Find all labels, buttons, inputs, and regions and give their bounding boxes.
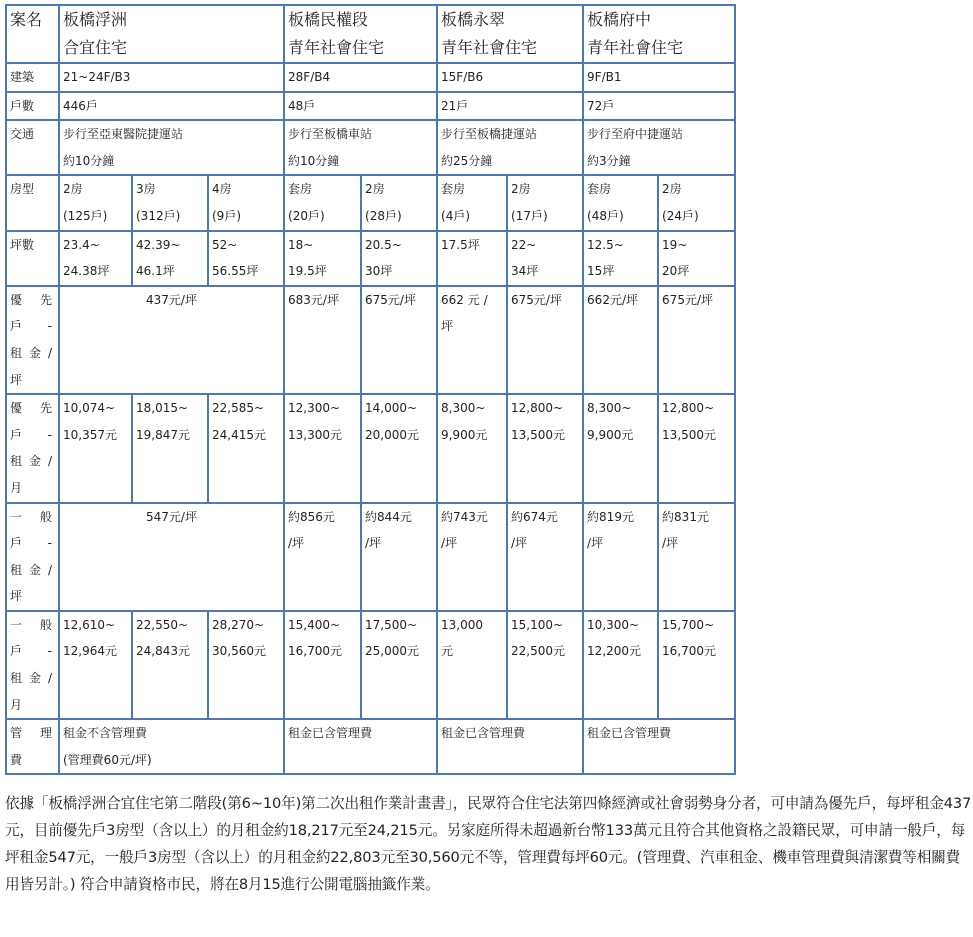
table-cell: 22,585~ 24,415元 bbox=[208, 394, 284, 502]
header-label: 案名 bbox=[6, 5, 59, 63]
priority-rent-monthly-row bbox=[6, 394, 735, 502]
table-cell: 15,400~ 16,700元 bbox=[284, 611, 361, 719]
table-cell: 10,074~ 10,357元 bbox=[59, 394, 132, 502]
management-fee-row bbox=[6, 719, 735, 774]
table-cell: 15F/B6 bbox=[437, 63, 583, 92]
rent-comparison-table bbox=[5, 4, 736, 775]
table-cell: 18,015~ 19,847元 bbox=[132, 394, 208, 502]
row-label: 房型 bbox=[6, 175, 59, 230]
table-cell: 2房 (24戶) bbox=[658, 175, 735, 230]
table-cell: 20.5~ 30坪 bbox=[361, 231, 437, 286]
table-cell: 12,610~ 12,964元 bbox=[59, 611, 132, 719]
table-cell: 675元/坪 bbox=[658, 286, 735, 394]
project-minquan: 板橋民權段 青年社會住宅 bbox=[284, 5, 437, 63]
header-row bbox=[6, 5, 735, 63]
table-cell: 547元/坪 bbox=[59, 503, 284, 611]
table-cell: 28F/B4 bbox=[284, 63, 437, 92]
table-cell: 租金已含管理費 bbox=[437, 719, 583, 774]
table-cell: 14,000~ 20,000元 bbox=[361, 394, 437, 502]
table-cell: 52~ 56.55坪 bbox=[208, 231, 284, 286]
units-row bbox=[6, 92, 735, 121]
project-fuzhong: 板橋府中 青年社會住宅 bbox=[583, 5, 735, 63]
table-cell: 步行至亞東醫院捷運站 約10分鐘 bbox=[59, 120, 284, 175]
table-cell: 48戶 bbox=[284, 92, 437, 121]
table-cell: 12.5~ 15坪 bbox=[583, 231, 658, 286]
table-cell: 2房 (125戶) bbox=[59, 175, 132, 230]
table-cell: 28,270~ 30,560元 bbox=[208, 611, 284, 719]
table-cell: 9F/B1 bbox=[583, 63, 735, 92]
project-fuzhou: 板橋浮洲 合宜住宅 bbox=[59, 5, 284, 63]
table-cell: 8,300~ 9,900元 bbox=[583, 394, 658, 502]
row-label: 交通 bbox=[6, 120, 59, 175]
description-paragraph: 依據「板橋浮洲合宜住宅第二階段(第6~10年)第二次出租作業計畫書」，民眾符合住宅法第四條經濟或社會弱勢身分者，可申請為優先戶，每坪租金437元，目前優先戶3房型（含以上）的月租金約18,217元至24,215元。另家庭所得未超過新台幣133萬元且符合其他資格之設籍民眾，可申請一般戶，每坪租金547元，一般戶3房型（含以上）的月租金約22,803元至30,560元不等，管理費每坪60元。(管理費、汽車租金、機車管理費與清潔費等相關費用皆另計。) 符合申請資格市民，將在8月15進行公開電腦抽籤作業。 bbox=[5, 795, 972, 893]
table-cell: 17.5坪 bbox=[437, 231, 507, 286]
table-cell: 42.39~ 46.1坪 bbox=[132, 231, 208, 286]
table-cell: 套房 (4戶) bbox=[437, 175, 507, 230]
table-cell: 租金已含管理費 bbox=[583, 719, 735, 774]
general-rent-per-ping-row bbox=[6, 503, 735, 611]
table-cell: 約743元 /坪 bbox=[437, 503, 507, 611]
table-cell: 約856元 /坪 bbox=[284, 503, 361, 611]
table-cell: 662元/坪 bbox=[583, 286, 658, 394]
table-cell: 步行至板橋捷運站 約25分鐘 bbox=[437, 120, 583, 175]
table-cell: 套房 (48戶) bbox=[583, 175, 658, 230]
area-row bbox=[6, 231, 735, 286]
table-cell: 446戶 bbox=[59, 92, 284, 121]
table-cell: 套房 (20戶) bbox=[284, 175, 361, 230]
row-label: 建築 bbox=[6, 63, 59, 92]
table-cell: 675元/坪 bbox=[361, 286, 437, 394]
table-cell: 72戶 bbox=[583, 92, 735, 121]
table-cell: 10,300~ 12,200元 bbox=[583, 611, 658, 719]
table-cell: 約831元 /坪 bbox=[658, 503, 735, 611]
table-cell: 437元/坪 bbox=[59, 286, 284, 394]
project-yongcui: 板橋永翠 青年社會住宅 bbox=[437, 5, 583, 63]
room-type-row bbox=[6, 175, 735, 230]
table-cell: 662 元 / 坪 bbox=[437, 286, 507, 394]
table-cell: 4房 (9戶) bbox=[208, 175, 284, 230]
table-cell: 17,500~ 25,000元 bbox=[361, 611, 437, 719]
table-cell: 22~ 34坪 bbox=[507, 231, 583, 286]
table-cell: 8,300~ 9,900元 bbox=[437, 394, 507, 502]
table-cell: 步行至府中捷運站 約3分鐘 bbox=[583, 120, 735, 175]
row-label: 優先 戶- 租金/ 坪 bbox=[6, 286, 59, 394]
table-cell: 21~24F/B3 bbox=[59, 63, 284, 92]
row-label: 一般 戶- 租金/ 月 bbox=[6, 611, 59, 719]
table-cell: 約674元 /坪 bbox=[507, 503, 583, 611]
table-cell: 租金已含管理費 bbox=[284, 719, 437, 774]
table-cell: 約819元 /坪 bbox=[583, 503, 658, 611]
transit-row bbox=[6, 120, 735, 175]
table-cell: 12,800~ 13,500元 bbox=[658, 394, 735, 502]
table-cell: 2房 (28戶) bbox=[361, 175, 437, 230]
floors-row bbox=[6, 63, 735, 92]
table-cell: 步行至板橋車站 約10分鐘 bbox=[284, 120, 437, 175]
row-label: 坪數 bbox=[6, 231, 59, 286]
table-cell: 12,800~ 13,500元 bbox=[507, 394, 583, 502]
general-rent-monthly-row bbox=[6, 611, 735, 719]
row-label: 優先 戶- 租金/ 月 bbox=[6, 394, 59, 502]
row-label: 一般 戶- 租金/ 坪 bbox=[6, 503, 59, 611]
table-cell: 22,550~ 24,843元 bbox=[132, 611, 208, 719]
table-cell: 約844元 /坪 bbox=[361, 503, 437, 611]
table-cell: 18~ 19.5坪 bbox=[284, 231, 361, 286]
table-cell: 675元/坪 bbox=[507, 286, 583, 394]
table-cell: 13,000 元 bbox=[437, 611, 507, 719]
table-cell: 15,700~ 16,700元 bbox=[658, 611, 735, 719]
table-cell: 683元/坪 bbox=[284, 286, 361, 394]
row-label: 管理 費 bbox=[6, 719, 59, 774]
table-cell: 12,300~ 13,300元 bbox=[284, 394, 361, 502]
table-cell: 23.4~ 24.38坪 bbox=[59, 231, 132, 286]
table-cell: 21戶 bbox=[437, 92, 583, 121]
priority-rent-per-ping-row bbox=[6, 286, 735, 394]
table-cell: 3房 (312戶) bbox=[132, 175, 208, 230]
table-cell: 19~ 20坪 bbox=[658, 231, 735, 286]
table-cell: 租金不含管理費 (管理費60元/坪) bbox=[59, 719, 284, 774]
table-cell: 15,100~ 22,500元 bbox=[507, 611, 583, 719]
table-cell: 2房 (17戶) bbox=[507, 175, 583, 230]
row-label: 戶數 bbox=[6, 92, 59, 121]
